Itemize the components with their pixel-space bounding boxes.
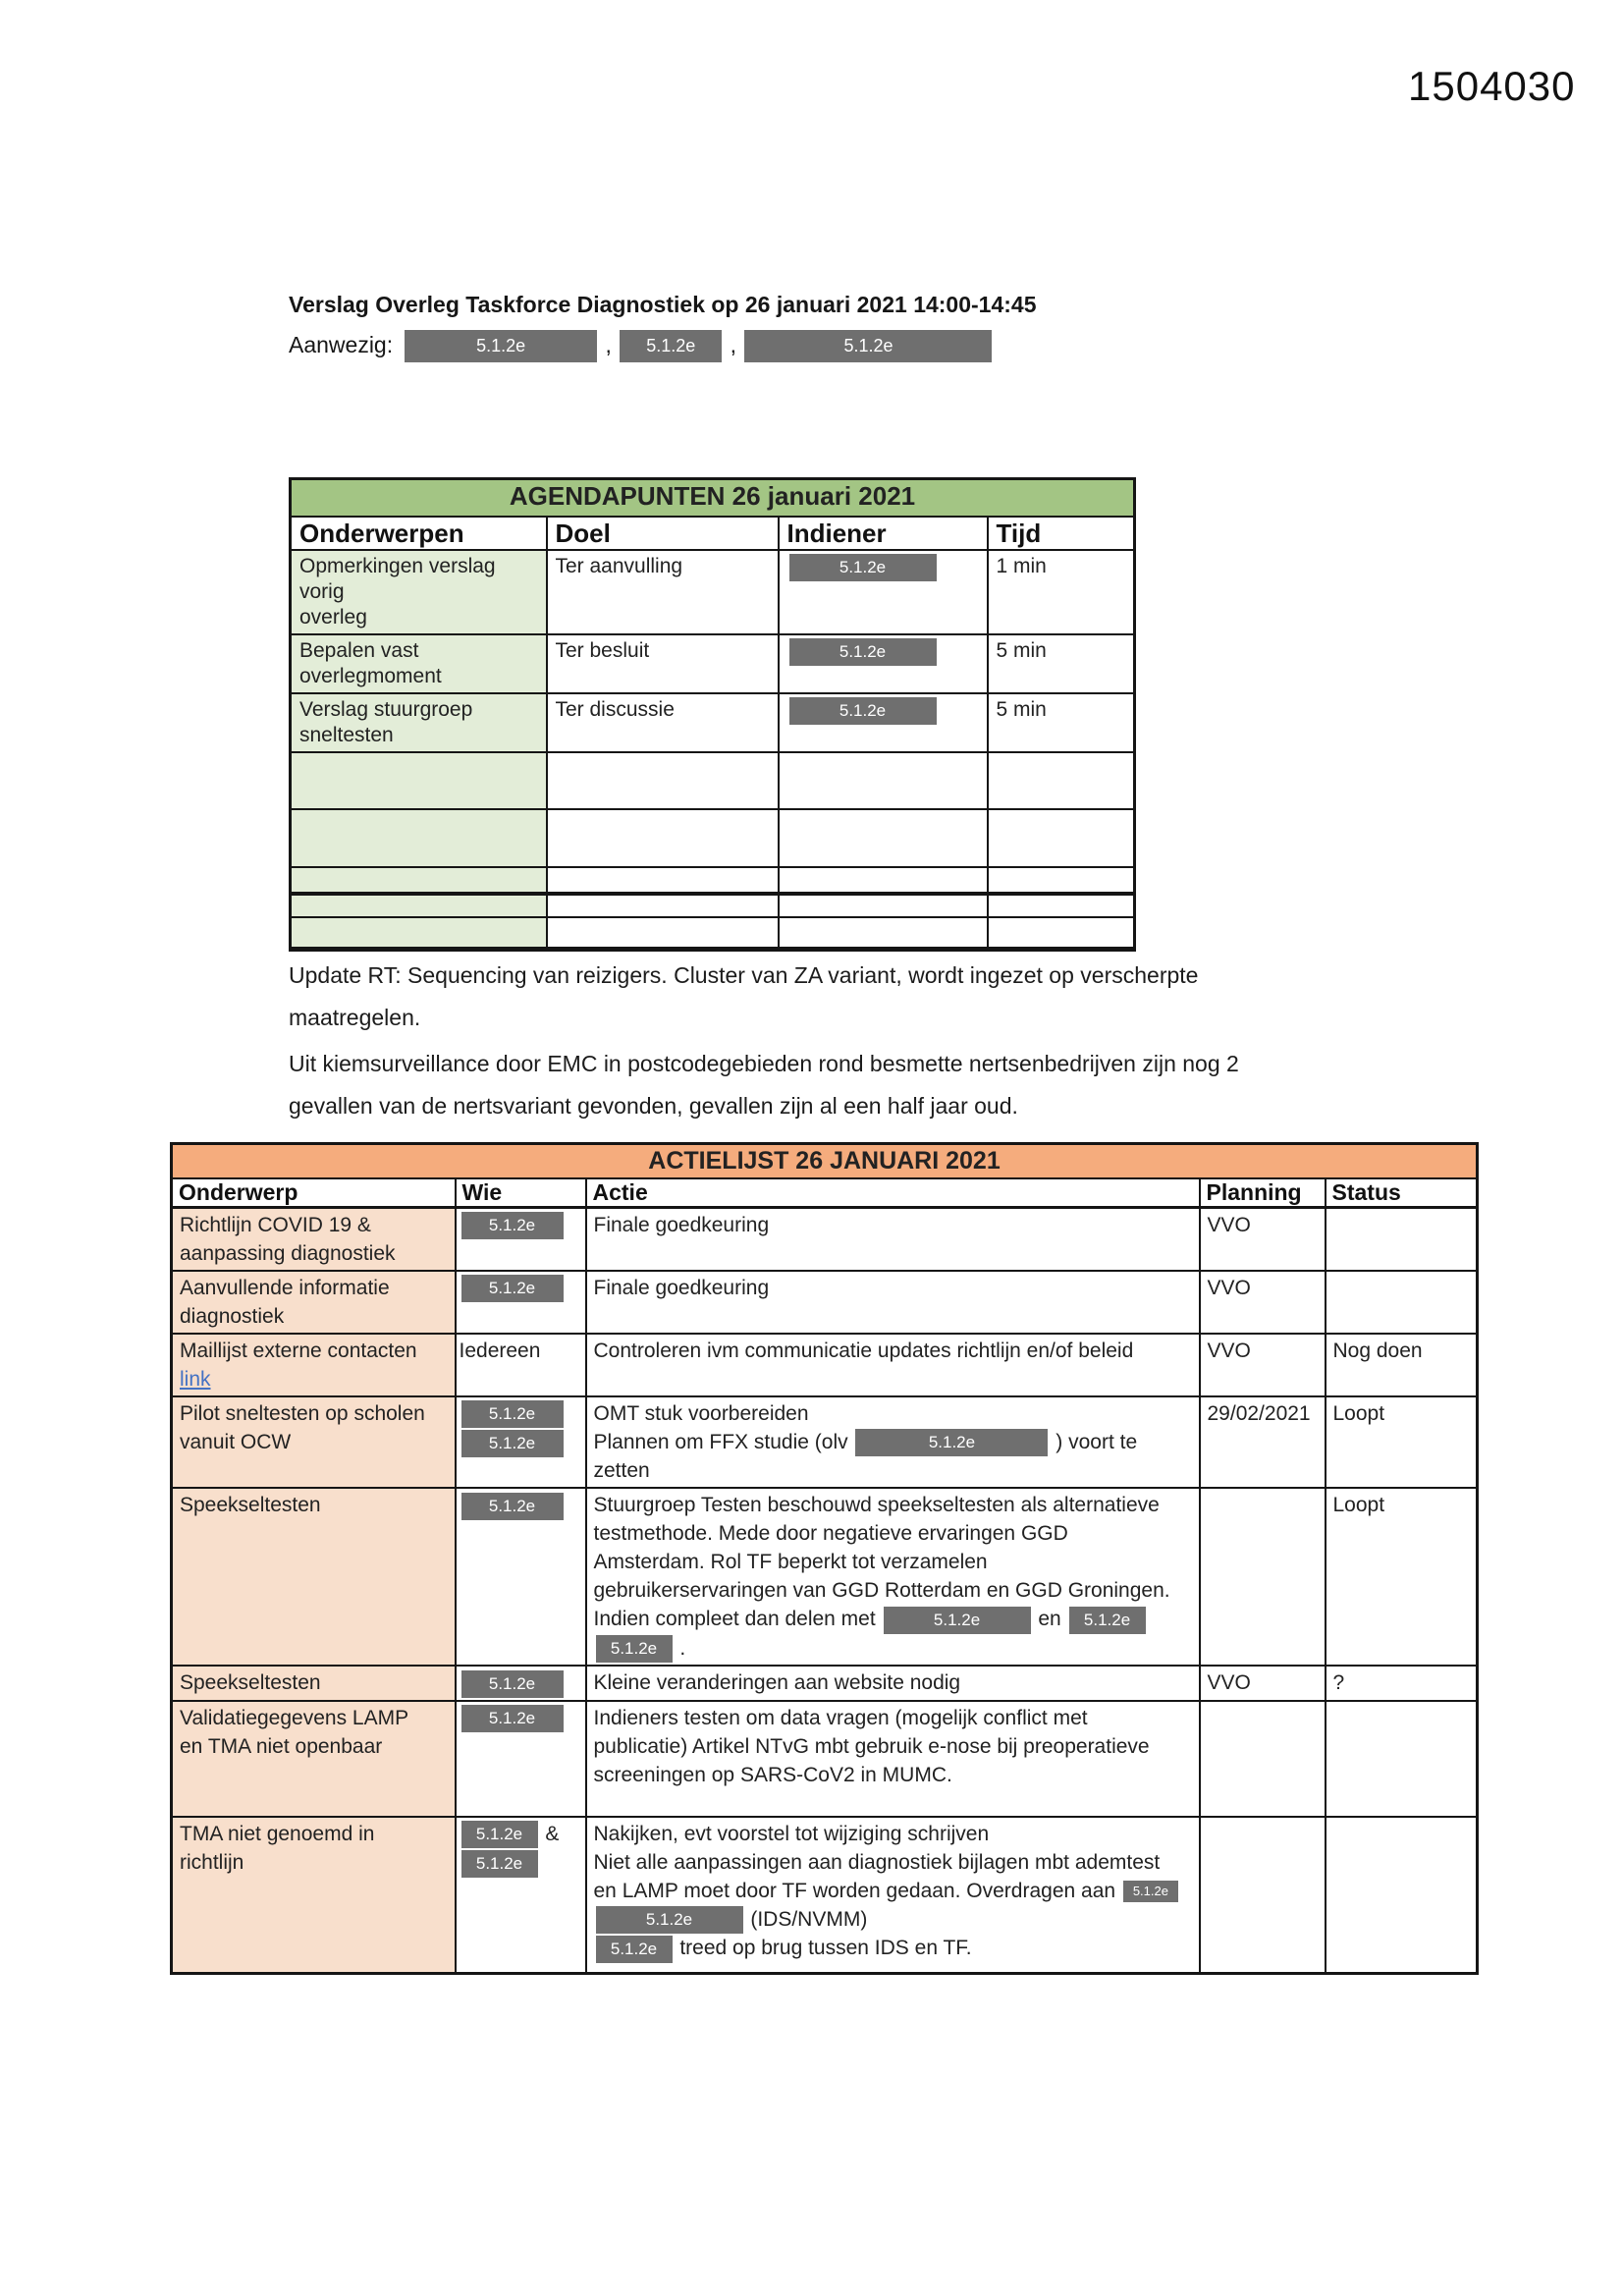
action-cell-planning: VVO: [1200, 1271, 1326, 1334]
action-cell-actie: Nakijken, evt voorstel tot wijziging schrijven Niet alle aanpassingen aan diagnostiek bijlagen mbt ademtest en LAMP moet door TF worden gedaan. Overdragen aan 5.1.2e 5.1.2e (IDS/NVMM) 5.1.2e treed op brug tussen IDS en TF.: [586, 1817, 1200, 1974]
action-cell-actie: Kleine veranderingen aan website nodig: [586, 1666, 1200, 1700]
action-row: [172, 1396, 1478, 1488]
action-row: [172, 1334, 1478, 1396]
agenda-empty-cell: [988, 809, 1135, 867]
action-cell-wie: [456, 1488, 586, 1666]
agenda-empty-cell: [291, 894, 547, 917]
agenda-row: [291, 550, 1135, 634]
agenda-empty-cell: [779, 894, 988, 917]
action-cell-wie: Iedereen: [456, 1334, 586, 1396]
agenda-empty-row: [291, 809, 1135, 867]
agenda-cell-onderwerp: Bepalen vast overlegmoment: [291, 634, 547, 693]
action-cell-planning: VVO: [1200, 1334, 1326, 1396]
redaction-box: 5.1.2e: [744, 330, 992, 362]
action-cell-wie: [456, 1666, 586, 1700]
redaction-box: 5.1.2e: [1069, 1607, 1146, 1634]
action-table-title: ACTIELIJST 26 JANUARI 2021: [172, 1144, 1478, 1179]
redaction-box: 5.1.2e: [596, 1906, 743, 1934]
redaction-box: 5.1.2e: [620, 330, 722, 362]
action-cell-actie: OMT stuk voorbereiden Plannen om FFX studie (olv 5.1.2e ) voort te zetten: [586, 1396, 1200, 1488]
action-header-row: [172, 1178, 1478, 1208]
agenda-empty-row: [291, 752, 1135, 809]
agenda-column-header-indiener: Indiener: [779, 517, 988, 550]
redaction-box: 5.1.2e: [461, 1275, 564, 1302]
action-cell-onderwerp: Validatiegegevens LAMP en TMA niet openbaar: [172, 1701, 456, 1817]
redaction-box: 5.1.2e: [405, 330, 597, 362]
action-cell-planning: 29/02/2021: [1200, 1396, 1326, 1488]
action-cell-planning: [1200, 1817, 1326, 1974]
action-cell-onderwerp: Pilot sneltesten op scholen vanuit OCW: [172, 1396, 456, 1488]
action-cell-actie: Controleren ivm communicatie updates richtlijn en/of beleid: [586, 1334, 1200, 1396]
redaction-box: 5.1.2e: [596, 1936, 673, 1963]
action-column-header-onderwerp: Onderwerp: [172, 1178, 456, 1208]
action-cell-onderwerp: TMA niet genoemd in richtlijn: [172, 1817, 456, 1974]
agenda-cell-tijd: 5 min: [988, 693, 1135, 752]
redaction-box: 5.1.2e: [461, 1670, 564, 1698]
agenda-empty-cell: [988, 867, 1135, 894]
agenda-empty-cell: [988, 752, 1135, 809]
action-cell-status: [1326, 1208, 1478, 1272]
agenda-empty-row: [291, 894, 1135, 917]
agenda-empty-cell: [291, 917, 547, 950]
document-title: Verslag Overleg Taskforce Diagnostiek op 26 januari 2021 14:00-14:45: [289, 292, 1037, 317]
agenda-column-header-tijd: Tijd: [988, 517, 1135, 550]
action-row: [172, 1208, 1478, 1272]
action-row: [172, 1488, 1478, 1666]
action-cell-actie: Finale goedkeuring: [586, 1271, 1200, 1334]
agenda-empty-cell: [547, 917, 779, 950]
agenda-empty-row: [291, 867, 1135, 894]
action-cell-status: [1326, 1817, 1478, 1974]
agenda-empty-cell: [779, 917, 988, 950]
redaction-box: 5.1.2e: [461, 1430, 564, 1457]
agenda-empty-cell: [547, 867, 779, 894]
document-link[interactable]: link: [180, 1368, 211, 1391]
agenda-cell-indiener: [779, 634, 988, 693]
action-cell-onderwerp: Maillijst externe contacten link: [172, 1334, 456, 1396]
redaction-box: 5.1.2e: [789, 554, 937, 581]
action-cell-wie: [456, 1271, 586, 1334]
redaction-box: 5.1.2e: [884, 1607, 1031, 1634]
agenda-cell-onderwerp: Verslag stuurgroep sneltesten: [291, 693, 547, 752]
action-cell-wie: [456, 1396, 586, 1488]
paragraph-kiemsurveillance: Uit kiemsurveillance door EMC in postcodegebieden rond besmette nertsenbedrijven zijn nog 2 gevallen van de nertsvariant gevonden, gevallen zijn al een half jaar oud.: [289, 1051, 1239, 1119]
agenda-header-row: [291, 517, 1135, 550]
agenda-title-row: [291, 479, 1135, 517]
agenda-cell-tijd: 5 min: [988, 634, 1135, 693]
action-cell-onderwerp: Richtlijn COVID 19 & aanpassing diagnostiek: [172, 1208, 456, 1272]
redaction-box: 5.1.2e: [461, 1212, 564, 1239]
action-row: [172, 1701, 1478, 1817]
action-cell-status: [1326, 1271, 1478, 1334]
agenda-empty-cell: [291, 867, 547, 894]
action-cell-onderwerp: Aanvullende informatie diagnostiek: [172, 1271, 456, 1334]
agenda-table: [289, 477, 1136, 952]
agenda-empty-cell: [547, 809, 779, 867]
attendees-line: [289, 330, 994, 362]
agenda-cell-indiener: [779, 550, 988, 634]
agenda-empty-cell: [988, 894, 1135, 917]
agenda-empty-row: [291, 917, 1135, 950]
agenda-cell-doel: Ter aanvulling: [547, 550, 779, 634]
agenda-table-title: AGENDAPUNTEN 26 januari 2021: [291, 479, 1135, 517]
action-cell-planning: VVO: [1200, 1666, 1326, 1700]
agenda-empty-cell: [547, 894, 779, 917]
agenda-empty-cell: [988, 917, 1135, 950]
agenda-empty-cell: [291, 752, 547, 809]
action-cell-status: [1326, 1701, 1478, 1817]
action-cell-planning: [1200, 1488, 1326, 1666]
action-column-header-actie: Actie: [586, 1178, 1200, 1208]
agenda-row: [291, 634, 1135, 693]
redaction-box: 5.1.2e: [789, 638, 937, 666]
agenda-empty-cell: [547, 752, 779, 809]
action-column-header-planning: Planning: [1200, 1178, 1326, 1208]
agenda-column-header-onderwerpen: Onderwerpen: [291, 517, 547, 550]
redaction-box: 5.1.2e: [461, 1821, 538, 1848]
agenda-cell-indiener: [779, 693, 988, 752]
agenda-empty-cell: [779, 809, 988, 867]
agenda-empty-cell: [779, 752, 988, 809]
redaction-box: 5.1.2e: [596, 1635, 673, 1663]
agenda-cell-doel: Ter discussie: [547, 693, 779, 752]
attendees-label: Aanwezig:: [289, 331, 394, 357]
agenda-cell-doel: Ter besluit: [547, 634, 779, 693]
action-cell-planning: VVO: [1200, 1208, 1326, 1272]
redaction-box: 5.1.2e: [461, 1705, 564, 1732]
action-cell-onderwerp: Speekseltesten: [172, 1488, 456, 1666]
redaction-box: 5.1.2e: [461, 1493, 564, 1520]
agenda-empty-cell: [291, 809, 547, 867]
redaction-box: 5.1.2e: [789, 697, 937, 725]
paragraph-update-rt: Update RT: Sequencing van reizigers. Cluster van ZA variant, wordt ingezet op verscherpte maatregelen.: [289, 962, 1199, 1030]
action-row: [172, 1271, 1478, 1334]
action-cell-planning: [1200, 1701, 1326, 1817]
action-cell-status: Loopt: [1326, 1396, 1478, 1488]
action-title-row: [172, 1144, 1478, 1179]
redaction-box: 5.1.2e: [461, 1400, 564, 1428]
action-column-header-status: Status: [1326, 1178, 1478, 1208]
action-cell-status: Nog doen: [1326, 1334, 1478, 1396]
redaction-box: 5.1.2e: [855, 1429, 1048, 1456]
action-cell-actie: Indieners testen om data vragen (mogelijk conflict met publicatie) Artikel NTvG mbt gebruik e-nose bij preoperatieve screeningen op SARS-CoV2 in MUMC.: [586, 1701, 1200, 1817]
action-cell-wie: [456, 1701, 586, 1817]
redaction-box: 5.1.2e: [461, 1850, 538, 1878]
agenda-cell-tijd: 1 min: [988, 550, 1135, 634]
agenda-empty-cell: [779, 867, 988, 894]
action-row: [172, 1817, 1478, 1974]
redaction-box: 5.1.2e: [1123, 1881, 1178, 1902]
action-cell-wie: 5.1.2e & 5.1.2e: [456, 1817, 586, 1974]
action-column-header-wie: Wie: [456, 1178, 586, 1208]
action-cell-status: ?: [1326, 1666, 1478, 1700]
agenda-column-header-doel: Doel: [547, 517, 779, 550]
action-cell-onderwerp: Speekseltesten: [172, 1666, 456, 1700]
document-number: 1504030: [1408, 63, 1576, 109]
action-cell-status: Loopt: [1326, 1488, 1478, 1666]
action-cell-actie: Finale goedkeuring: [586, 1208, 1200, 1272]
agenda-cell-onderwerp: Opmerkingen verslag vorig overleg: [291, 550, 547, 634]
action-row: [172, 1666, 1478, 1700]
agenda-row: [291, 693, 1135, 752]
action-table: [170, 1142, 1479, 1975]
action-cell-wie: [456, 1208, 586, 1272]
attendees-redactions: 5.1.2e , 5.1.2e , 5.1.2e: [403, 332, 994, 357]
action-cell-actie: Stuurgroep Testen beschouwd speekseltesten als alternatieve testmethode. Mede door negatieve ervaringen GGD Amsterdam. Rol TF beperkt tot verzamelen gebruikerservaringen van GGD Rotterdam en GGD Groningen. Indien compleet dan delen met 5.1.2e en 5.1.2e 5.1.2e .: [586, 1488, 1200, 1666]
